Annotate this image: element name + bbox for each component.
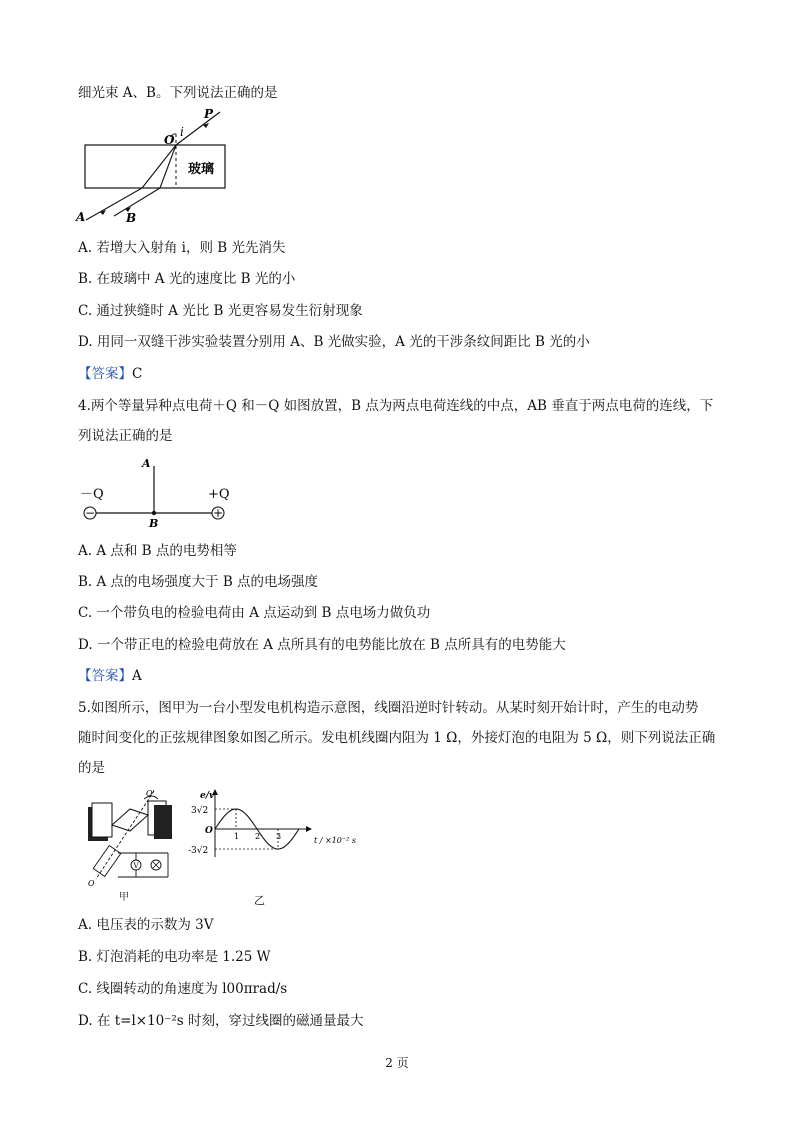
q3-intro: 细光束 A、B。下列说法正确的是 bbox=[78, 85, 278, 101]
q5-option-c: C. 线圈转动的角速度为 l00πrad/s bbox=[78, 981, 288, 997]
q4-answer bbox=[78, 667, 142, 685]
q4-stem-2: 列说法正确的是 bbox=[78, 428, 173, 444]
q4-option-c: C. 一个带负电的检验电荷由 A 点运动到 B 点电场力做负功 bbox=[78, 605, 431, 621]
refraction-figure bbox=[70, 104, 240, 226]
q5-stem-1: 5.如图所示，图甲为一台小型发电机构造示意图，线圈沿逆时针转动。从某时刻开始计时，产生的电动势 bbox=[78, 700, 699, 716]
q3-answer bbox=[78, 365, 142, 383]
q5-stem-2: 随时间变化的正弦规律图象如图乙所示。发电机线圈内阻为 1 Ω，外接灯泡的电阻为 5 Ω，则下列说法正确 bbox=[78, 730, 716, 746]
label-i: i bbox=[180, 125, 184, 139]
graph-ybottom: -3√2 bbox=[188, 846, 209, 856]
q5-stem-3: 的是 bbox=[78, 760, 105, 776]
answer-value: C bbox=[132, 366, 143, 382]
minus-symbol: − bbox=[84, 506, 96, 520]
graph-origin: O bbox=[205, 826, 213, 836]
emf-graph bbox=[188, 787, 368, 863]
graph-ytop: 3√2 bbox=[191, 806, 209, 816]
label-o: O bbox=[88, 879, 95, 887]
tick-3: 3 bbox=[276, 832, 282, 841]
caption-yi: 乙 bbox=[254, 894, 265, 907]
q4-option-d: D. 一个带正电的检验电荷放在 A 点所具有的电势能比放在 B 点所具有的电势能大 bbox=[78, 637, 566, 653]
answer-tag: 【答案】 bbox=[78, 668, 132, 684]
label-glass: 玻璃 bbox=[188, 162, 215, 177]
label-o-prime: O' bbox=[146, 789, 155, 798]
label-O: O bbox=[164, 133, 175, 147]
voltmeter-label: V bbox=[133, 862, 139, 870]
q4-option-b: B. A 点的电场强度大于 B 点的电场强度 bbox=[78, 574, 319, 590]
page-footer: 2 页 bbox=[385, 1056, 409, 1070]
q3-option-d: D. 用同一双缝干涉实验装置分别用 A、B 光做实验，A 光的干涉条纹间距比 B 光的小 bbox=[78, 334, 590, 350]
label-A: A bbox=[76, 210, 86, 224]
q5-option-d: D. 在 t=l×10⁻²s 时刻，穿过线圈的磁通量最大 bbox=[78, 1013, 364, 1029]
label-B: B bbox=[126, 211, 137, 225]
answer-tag: 【答案】 bbox=[78, 366, 132, 382]
generator-figure bbox=[82, 787, 182, 887]
q5-option-a: A. 电压表的示数为 3V bbox=[78, 917, 214, 933]
q5-option-b: B. 灯泡消耗的电功率是 1.25 W bbox=[78, 949, 271, 965]
answer-value: A bbox=[132, 668, 142, 684]
label-pos-q: +Q bbox=[208, 487, 230, 502]
q3-option-a: A. 若增大入射角 i，则 B 光先消失 bbox=[78, 240, 286, 256]
charges-figure bbox=[80, 452, 240, 528]
q3-option-b: B. 在玻璃中 A 光的速度比 B 光的小 bbox=[78, 271, 296, 287]
label-point-b: B bbox=[149, 517, 159, 528]
label-P: P bbox=[204, 107, 214, 121]
q4-option-a: A. A 点和 B 点的电势相等 bbox=[78, 543, 237, 559]
graph-ylabel: e/v bbox=[200, 791, 215, 801]
plus-symbol: + bbox=[212, 506, 224, 520]
caption-jia: 甲 bbox=[119, 892, 129, 903]
label-neg-q: －Q bbox=[80, 487, 104, 502]
q3-option-c: C. 通过狭缝时 A 光比 B 光更容易发生衍射现象 bbox=[78, 303, 363, 319]
label-point-a: A bbox=[142, 457, 151, 470]
tick-2: 2 bbox=[255, 832, 261, 841]
tick-1: 1 bbox=[234, 832, 240, 841]
graph-xlabel: t / ×10⁻² s bbox=[314, 836, 356, 845]
q4-stem-1: 4.两个等量异种点电荷＋Q 和－Q 如图放置，B 点为两点电荷连线的中点，AB 垂直于两点电荷的连线，下 bbox=[78, 398, 714, 414]
